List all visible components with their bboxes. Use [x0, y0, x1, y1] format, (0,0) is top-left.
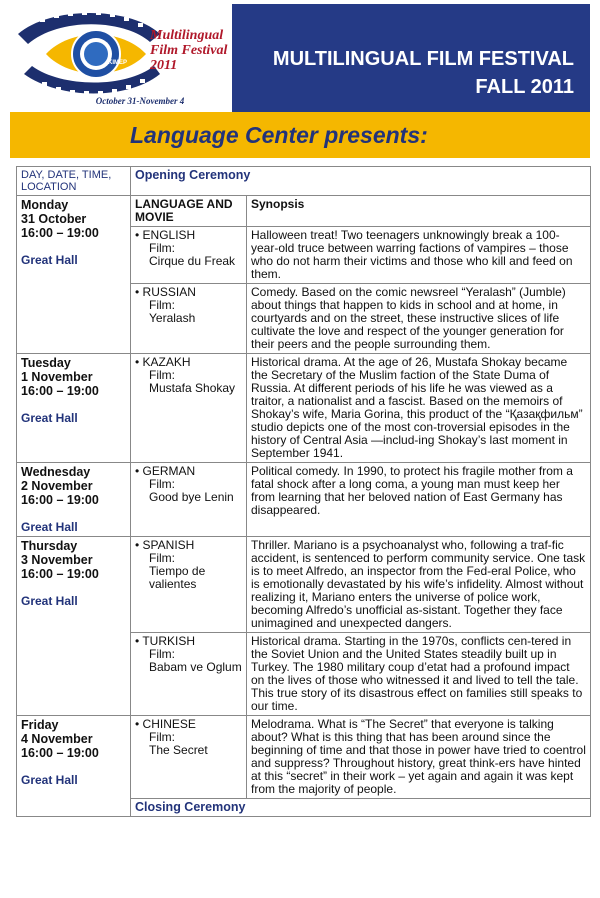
day-date: 3 November	[21, 553, 93, 567]
film-synopsis: Historical drama. At the age of 26, Mustafa Shokay became the Secretary of the Muslim faction of the State Duma of Russia. At different periods of his life he was viewed as a traitor, a nationalist and a fascist. Based on the memoirs of Shokay’s wife, Maria Gorina, this product of the “Қазақфильм” studio depicts one of the most con-troversial episodes in the history of Central Asia —includ-ing Shokay’s last moment in September 1941.	[247, 354, 591, 463]
day-name: Friday	[21, 718, 59, 732]
film-language: • SPANISH	[135, 538, 195, 552]
logo-title	[150, 28, 230, 73]
table-row	[17, 196, 591, 227]
film-language: • GERMAN	[135, 464, 196, 478]
film-cell	[131, 537, 247, 633]
film-cell	[131, 354, 247, 463]
day-time: 16:00 – 19:00	[21, 567, 99, 581]
synopsis-header: Synopsis	[247, 196, 591, 227]
day-time: 16:00 – 19:00	[21, 493, 99, 507]
day-name: Thursday	[21, 539, 78, 553]
film-title: Cirque du Freak	[149, 254, 236, 268]
day-location: Great Hall	[21, 520, 78, 534]
day-name: Wednesday	[21, 465, 91, 479]
film-title: Good bye Lenin	[149, 490, 234, 504]
closing-ceremony: Closing Ceremony	[131, 799, 591, 817]
film-cell	[131, 227, 247, 284]
day-cell-tuesday	[17, 354, 131, 463]
table-row	[17, 167, 591, 196]
opening-ceremony: Opening Ceremony	[131, 167, 591, 196]
day-time: 16:00 – 19:00	[21, 384, 99, 398]
film-cell	[131, 284, 247, 354]
film-cell	[131, 716, 247, 799]
day-cell-wednesday	[17, 463, 131, 537]
film-label: Film:	[149, 730, 175, 744]
film-synopsis: Thriller. Mariano is a psychoanalyst who, following a traf-fic accident, is sentenced to perform community service. One task is to meet Alfredo, an inspector from the Fed-eral Police, who is emotionally devastated by his wife’s infidelity. Almost without realizing it, Mariano enters the universe of police work, becoming Alfredo’s unofficial as-sistant. Together they face unimagined and unexpected dangers.	[247, 537, 591, 633]
schedule-table	[16, 166, 591, 817]
day-cell-friday	[17, 716, 131, 817]
day-name: Tuesday	[21, 356, 71, 370]
logo-title-line3: 2011	[150, 58, 178, 73]
table-row	[17, 463, 591, 537]
day-cell-monday	[17, 196, 131, 354]
presents-text: Language Center presents:	[130, 122, 428, 148]
presents-banner	[10, 112, 590, 158]
day-location: Great Hall	[21, 773, 78, 787]
day-date: 2 November	[21, 479, 93, 493]
day-time: 16:00 – 19:00	[21, 226, 99, 240]
day-date: 4 November	[21, 732, 93, 746]
film-label: Film:	[149, 241, 175, 255]
film-synopsis: Halloween treat! Two teenagers unknowingly break a 100-year-old truce between warring factions of vampires – those who do not harm their victims and those who kill and feed on them.	[247, 227, 591, 284]
day-name: Monday	[21, 198, 69, 212]
film-cell	[131, 463, 247, 537]
table-row	[17, 537, 591, 633]
festival-logo	[10, 4, 228, 108]
col1-header: DAY, DATE, TIME, LOCATION	[17, 167, 131, 196]
film-label: Film:	[149, 647, 175, 661]
film-label: Film:	[149, 298, 175, 312]
logo-dates: October 31-November 4	[95, 96, 185, 106]
day-cell-thursday	[17, 537, 131, 716]
day-location: Great Hall	[21, 411, 78, 425]
table-row	[17, 716, 591, 799]
film-title: Yeralash	[149, 311, 196, 325]
header-band	[232, 4, 590, 112]
day-date: 31 October	[21, 212, 87, 226]
logo-title-line2: Film Festival	[150, 43, 228, 58]
day-location: Great Hall	[21, 594, 78, 608]
day-date: 1 November	[21, 370, 93, 384]
film-language: • ENGLISH	[135, 228, 196, 242]
table-row	[17, 354, 591, 463]
film-language: • RUSSIAN	[135, 285, 196, 299]
logo-title-line1: Multilingual	[150, 28, 224, 43]
day-location: Great Hall	[21, 253, 78, 267]
film-title: The Secret	[149, 743, 208, 757]
film-language: • TURKISH	[135, 634, 195, 648]
lang-header: LANGUAGE AND MOVIE	[131, 196, 247, 227]
film-label: Film:	[149, 551, 175, 565]
film-language: • KAZAKH	[135, 355, 191, 369]
film-title: Babam ve Oglum	[149, 660, 242, 674]
film-cell	[131, 633, 247, 716]
film-synopsis: Historical drama. Starting in the 1970s, conflicts cen-tered in the Soviet Union and the United States steadily built up in Turkey. The 1980 military coup d’etat had a profound impact on the lives of those who witnessed it and lived to tell the tale. This true story of its disastrous effect on families still speaks to our time.	[247, 633, 591, 716]
film-synopsis: Comedy. Based on the comic newsreel “Yeralash” (Jumble) about things that happen to kids in school and at home, in courtyards and on the street, these instructive slices of life cultivate the love and respect of the younger generation for their peers and the people surrounding them.	[247, 284, 591, 354]
film-language: • CHINESE	[135, 717, 196, 731]
header-title-line2: FALL 2011	[475, 76, 574, 98]
film-label: Film:	[149, 368, 175, 382]
film-title: Tiempo de valientes	[149, 564, 206, 591]
film-synopsis: Melodrama. What is “The Secret” that everyone is talking about? What is this thing that has been around since the beginning of time and that those in power have tried to coentrol and suppress? Throughout history, great think-ers have hinted at this “secret” in their work – yet again and again it was kept from the majority of people.	[247, 716, 591, 799]
film-title: Mustafa Shokay	[149, 381, 236, 395]
emblem-text: KIMEP	[108, 60, 128, 66]
day-time: 16:00 – 19:00	[21, 746, 99, 760]
film-synopsis: Political comedy. In 1990, to protect his fragile mother from a fatal shock after a long coma, a young man must keep her from learning that her beloved nation of East Germany has disappeared.	[247, 463, 591, 537]
film-label: Film:	[149, 477, 175, 491]
header-title-line1: MULTILINGUAL FILM FESTIVAL	[272, 48, 574, 70]
